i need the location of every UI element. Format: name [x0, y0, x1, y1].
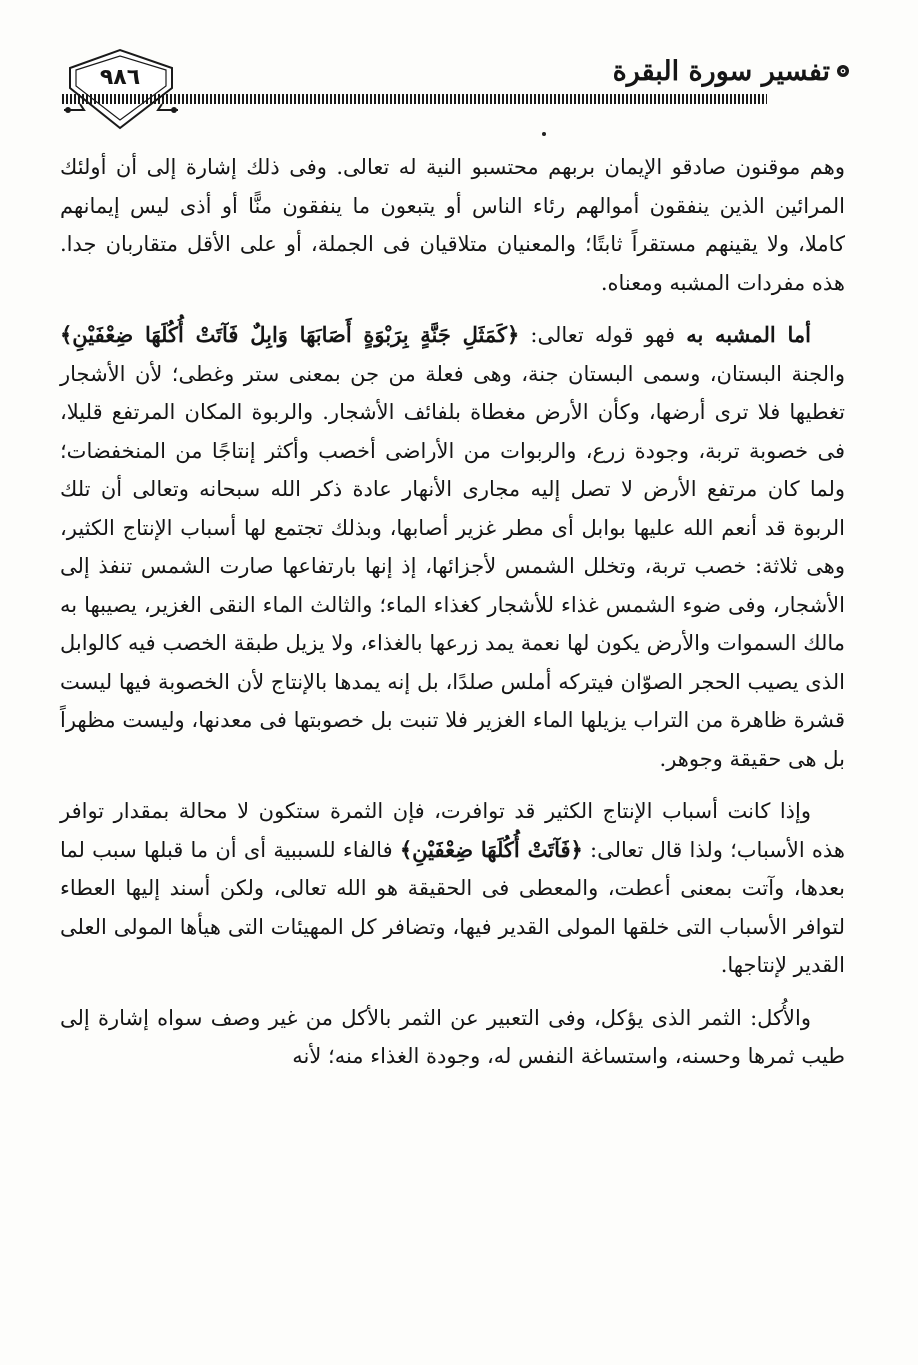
page-header-title: تفسير سورة البقرة [612, 56, 830, 87]
paragraph-4 [60, 999, 845, 1076]
page-body [60, 148, 845, 1090]
page-header [60, 48, 850, 138]
quran-verse: ﴿كَمَثَلِ جَنَّةٍ بِرَبْوَةٍ أَصَابَهَا وَابِلٌ فَآتَتْ أُكُلَهَا ضِعْفَيْنِ﴾ [60, 322, 520, 347]
paragraph-intro: وإذا كانت أسباب الإنتاج الكثير قد توافرت، فإن الثمرة ستكون لا محالة بمقدار توافر هذه الأسباب؛ ولذا قال تعالى: [60, 799, 846, 862]
paragraph-lead: أما المشبه به [686, 322, 811, 347]
paragraph-text: فالفاء للسببية أى أن ما قبلها سبب لما بعدها، وآتت بمعنى أعطت، والمعطى فى الحقيقة هو الله تعالى، ولكن أسند إليها العطاء لتوافر الأسباب التى خلقها المولى القدير فيها، وتضافر كل المهيئات التى هيأها المولى العلى القدير لإنتاجها. [60, 837, 845, 977]
paragraph-text: والجنة البستان، وسمى البستان جنة، وهى فعلة من جن بمعنى ستر وغطى؛ لأن الأشجار تغطيها فلا ترى أرضها، وكأن الأرض مغطاة بلفائف الأشجار. والربوة المكان المرتفع قليلا، فى خصوبة تربة، وجودة زرع، والربوات من الأراضى أخصب وأكثر إنتاجًا من المنخفضات؛ ولما كان مرتفع الأرض لا تصل إليه مجارى الأنهار عادة ذكر الله سبحانه وتعالى أن تلك الربوة قد أنعم الله عليها بوابل أى مطر غزير أصابها، وبذلك تجتمع لها أسباب الإنتاج الكثير، وهى ثلاثة: خصب تربة، وتخلل الشمس لأجزائها، إذ إنها بارتفاعها صارت الشمس تنفذ إلى الأشجار، وفى ضوء الشمس غذاء للأشجار كغذاء الماء؛ والثالث الماء النقى الغزير، يصيبها به مالك السموات والأرض يكون لها نعمة يمد زرعها بالغذاء، ولا يزيل طبقة الخصب فيه كالوابل الذى يصيب الحجر الصوّان فيتركه أملس صلدًا، بل إنه يمدها بالإنتاج لأن الخصوبة فيها ليست قشرة ظاهرة من التراب يزيلها الماء الغزير فلا تنبت بل خصوبتها فى معدنها، وليست مظهراً بل هى حقيقة وجوهر. [60, 361, 845, 771]
paragraph-intro: فهو قوله تعالى: [519, 323, 687, 347]
paragraph-text: والأُكل: الثمر الذى يؤكل، وفى التعبير عن الثمر بالأكل من غير وصف سواه إشارة إلى طيب ثمرها وحسنه، واستساغة النفس له، وجودة الغذاء منه؛ لأنه [60, 1005, 845, 1068]
header-rule [62, 94, 767, 104]
page-number: ٩٨٦ [99, 65, 141, 90]
page-badge-frame [60, 48, 182, 132]
page-number-badge [60, 48, 182, 132]
margin-dot [542, 132, 546, 136]
paragraph-1 [60, 148, 845, 302]
quran-verse: ﴿فَآتَتْ أُكُلَهَا ضِعْفَيْنِ﴾ [399, 836, 583, 862]
paragraph-2 [60, 316, 845, 778]
paragraph-text: وهم موقنون صادقو الإيمان بربهم محتسبو النية له تعالى. وفى ذلك إشارة إلى أن أولئك المرائين الذين ينفقون أموالهم رئاء الناس أو يتبعون ما ينفقون منًّا أو أذى ليس إيمانهم كاملا، ولا يقينهم مستقراً ثابتًا؛ والمعنيان متلاقيان فى الجملة، أو على الأقل متقاربان جدا. هذه مفردات المشبه ومعناه. [60, 155, 845, 295]
flower-ornament-icon [836, 64, 850, 78]
paragraph-3 [60, 792, 845, 985]
